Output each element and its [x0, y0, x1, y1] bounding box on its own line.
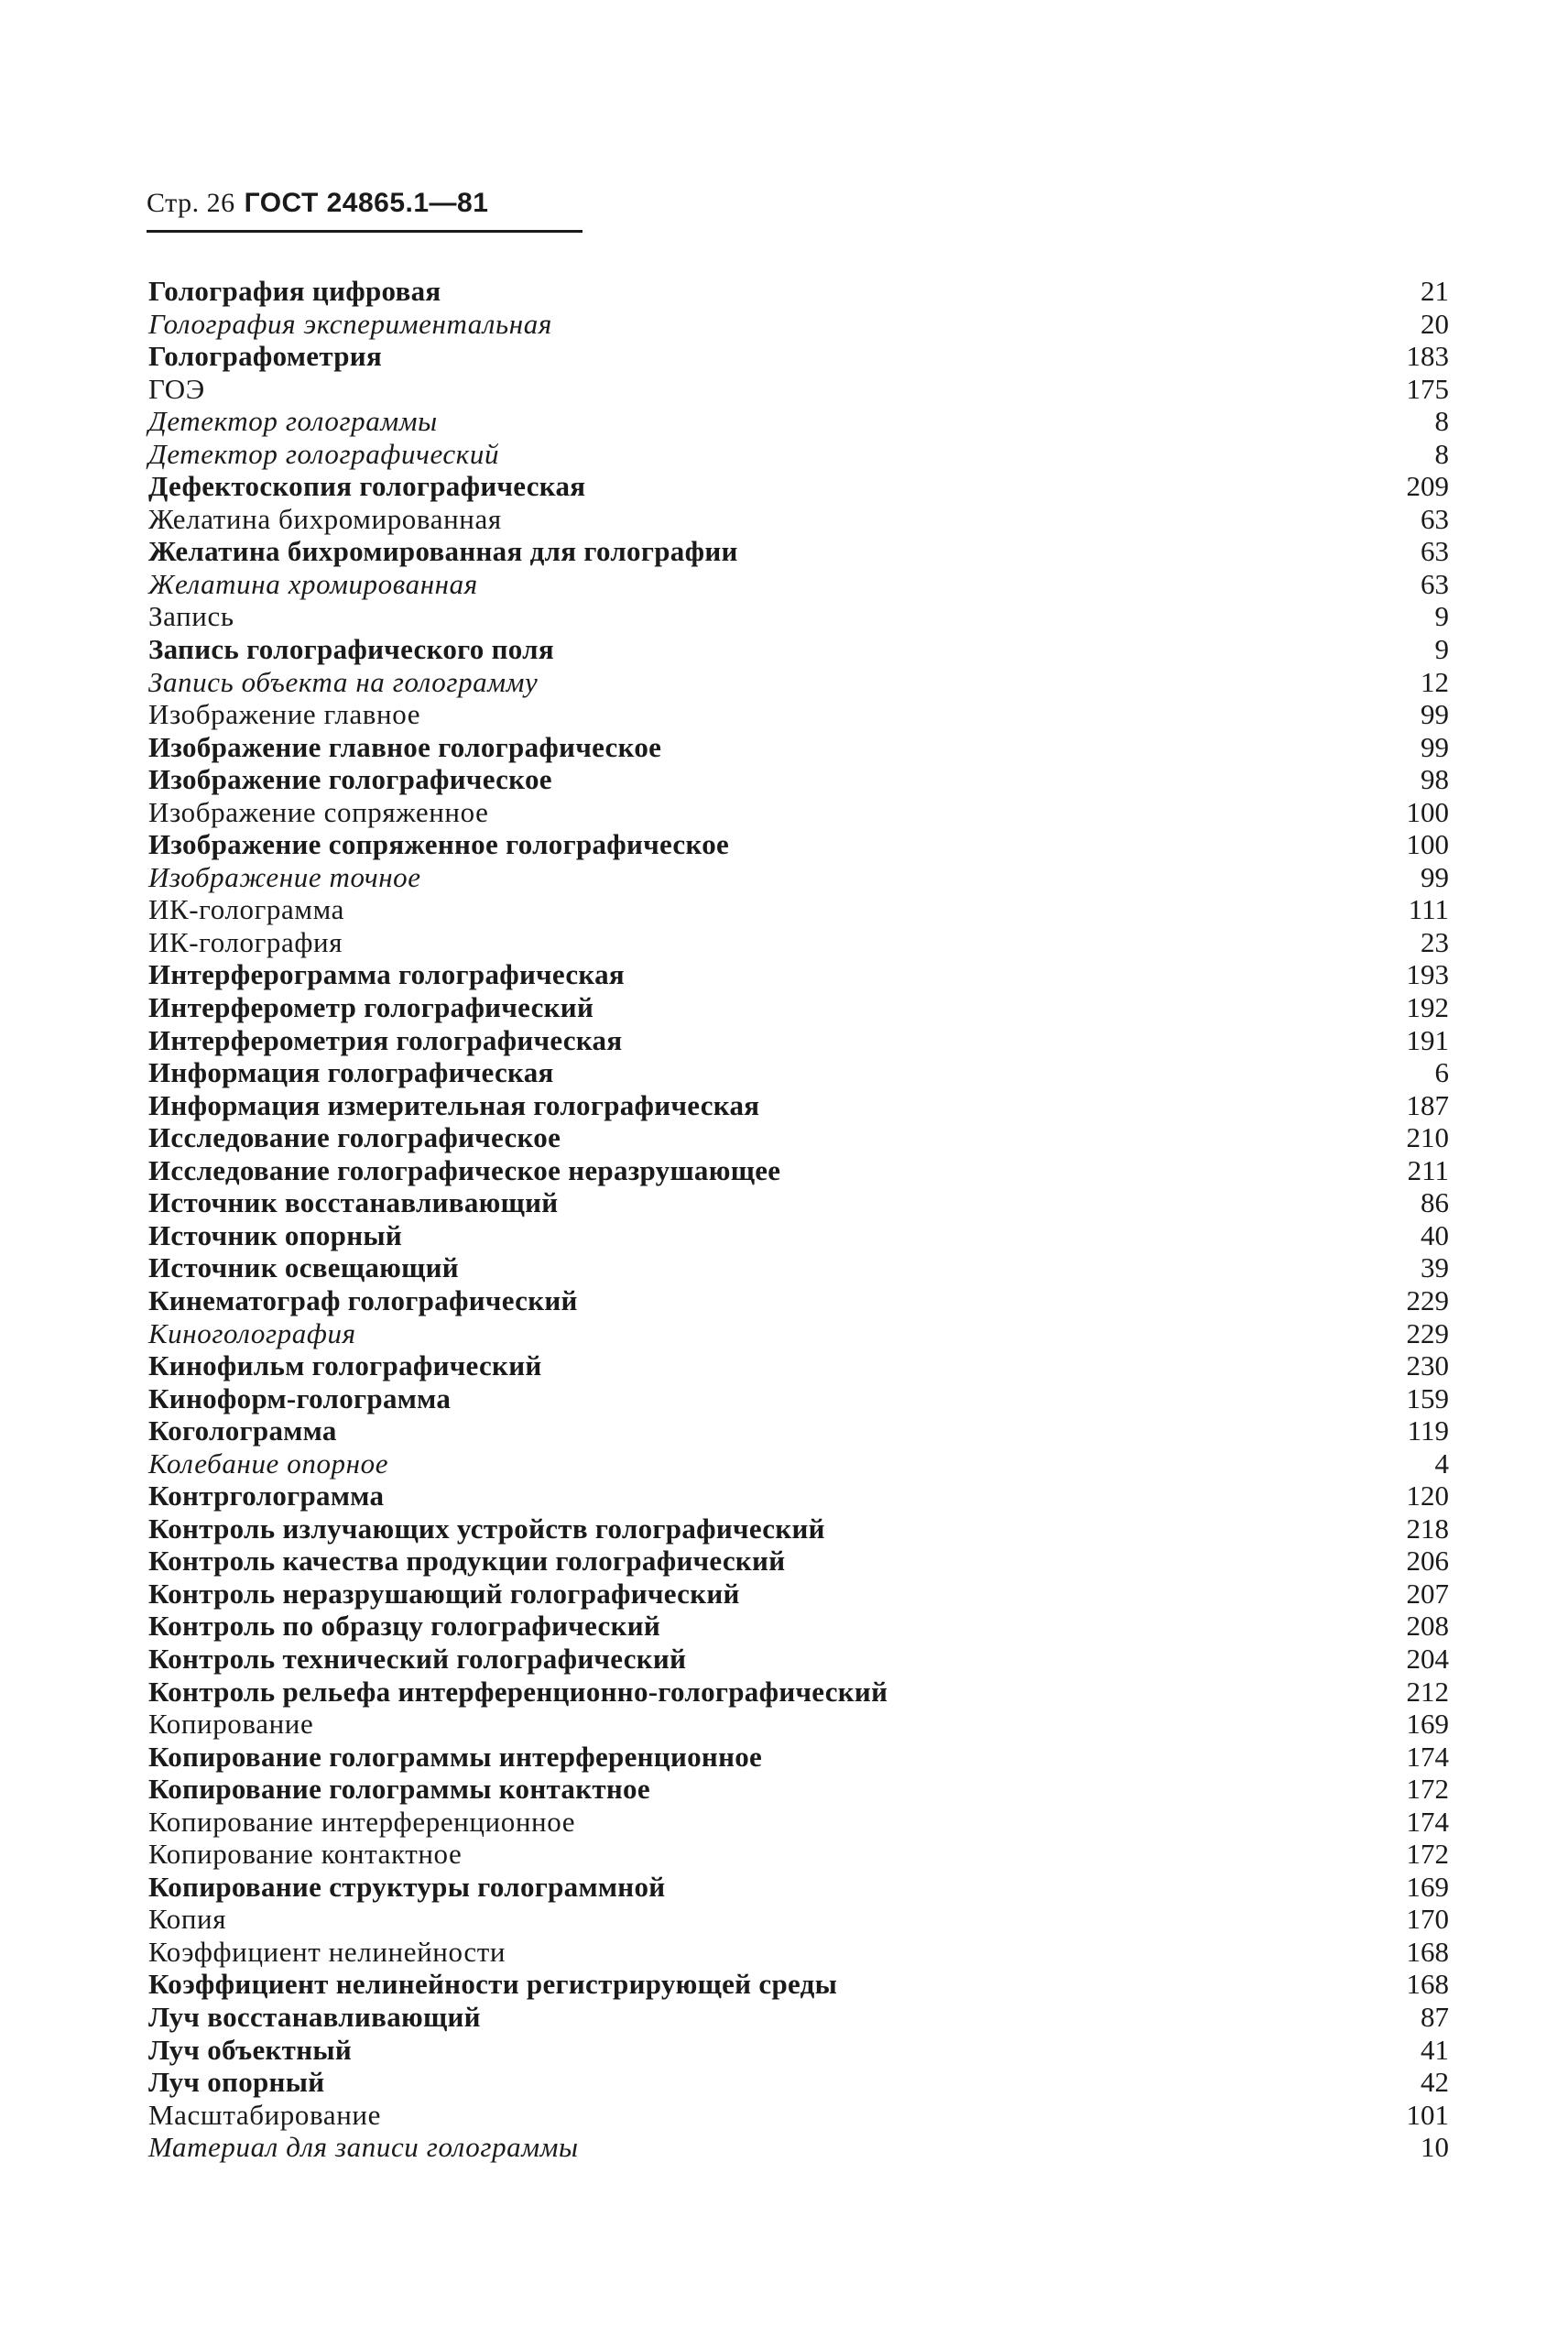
- index-entry: [148, 1480, 1449, 1512]
- index-page-number: 99: [1421, 698, 1449, 731]
- index-page-number: 206: [1406, 1545, 1449, 1578]
- index-term: Копирование контактное: [148, 1838, 463, 1871]
- index-page-number: 12: [1421, 665, 1449, 698]
- index-term: Источник восстанавливающий: [148, 1186, 559, 1219]
- index-term: Желатина бихромированная: [148, 502, 502, 535]
- index-entry: [148, 373, 1449, 406]
- index-term: Интерферометрия голографическая: [148, 1023, 623, 1056]
- index-entry: [148, 1903, 1449, 1936]
- index-term: Изображение точное: [148, 860, 421, 893]
- index-term: Желатина хромированная: [148, 567, 478, 600]
- index-entry: [148, 1643, 1449, 1676]
- index-entry: [148, 1089, 1449, 1122]
- index-term: Источник опорный: [148, 1218, 403, 1251]
- index-entry: [148, 438, 1449, 471]
- index-page-number: 63: [1421, 535, 1449, 568]
- index-page-number: 183: [1406, 340, 1449, 373]
- index-page-number: 101: [1406, 2098, 1449, 2131]
- index-page-number: 229: [1406, 1316, 1449, 1349]
- index-page-number: 111: [1408, 893, 1449, 926]
- index-entry: [148, 1578, 1449, 1611]
- index-entry: [148, 698, 1449, 731]
- index-page-number: 207: [1406, 1577, 1449, 1610]
- index-term: Запись объекта на голограмму: [148, 665, 539, 698]
- index-entry: [148, 1317, 1449, 1350]
- index-entry: [148, 1676, 1449, 1709]
- index-entry: [148, 763, 1449, 796]
- index-entry: [148, 991, 1449, 1024]
- index-page-number: 99: [1421, 860, 1449, 893]
- index-entry: [148, 1968, 1449, 2001]
- index-entry: [148, 2099, 1449, 2132]
- index-term: Изображение голографическое: [148, 763, 552, 796]
- index-page-number: 98: [1421, 763, 1449, 796]
- index-term: Голография цифровая: [148, 275, 441, 307]
- index-entry: [148, 2066, 1449, 2099]
- index-term: Копирование структуры голограммной: [148, 1870, 666, 1903]
- index-entry: [148, 926, 1449, 959]
- index-entry: [148, 470, 1449, 503]
- index-page-number: 87: [1421, 2000, 1449, 2033]
- index-term: Контроль рельефа интерференционно-голографический: [148, 1675, 888, 1708]
- index-entry: [148, 1154, 1449, 1187]
- index-entry: [148, 666, 1449, 699]
- index-entry: [148, 828, 1449, 861]
- index-page-number: 209: [1406, 470, 1449, 503]
- index-page-number: 172: [1406, 1773, 1449, 1806]
- index-page-number: 211: [1407, 1153, 1449, 1186]
- index-page-number: 21: [1421, 275, 1449, 307]
- index-page-number: 8: [1434, 437, 1449, 470]
- index-page-number: 208: [1406, 1610, 1449, 1643]
- index-entry: [148, 1610, 1449, 1643]
- index-term: Контроль по образцу голографический: [148, 1610, 661, 1643]
- term-index-list: [148, 275, 1449, 2164]
- index-page-number: 41: [1421, 2033, 1449, 2066]
- index-page-number: 230: [1406, 1349, 1449, 1382]
- index-page-number: 175: [1406, 372, 1449, 405]
- index-entry: [148, 861, 1449, 894]
- index-page-number: 63: [1421, 502, 1449, 535]
- standard-designation: ГОСТ 24865.1—81: [244, 188, 489, 218]
- index-page-number: 10: [1421, 2131, 1449, 2164]
- index-page-number: 4: [1434, 1447, 1449, 1480]
- index-page-number: 100: [1406, 795, 1449, 828]
- index-entry: [148, 503, 1449, 536]
- index-page-number: 210: [1406, 1121, 1449, 1154]
- index-term: Контроль неразрушающий голографический: [148, 1577, 740, 1610]
- index-entry: [148, 1447, 1449, 1480]
- index-page-number: 174: [1406, 1805, 1449, 1838]
- index-entry: [148, 405, 1449, 438]
- index-entry: [148, 1349, 1449, 1382]
- index-page-number: 168: [1406, 1968, 1449, 2001]
- index-entry: [148, 1382, 1449, 1415]
- index-term: Голографометрия: [148, 340, 383, 373]
- index-page-number: 168: [1406, 1935, 1449, 1968]
- index-term: Луч опорный: [148, 2066, 325, 2099]
- index-entry: [148, 1708, 1449, 1741]
- index-page-number: 192: [1406, 991, 1449, 1024]
- index-term: Луч объектный: [148, 2033, 353, 2066]
- index-page-number: 100: [1406, 828, 1449, 861]
- index-page-number: 212: [1406, 1675, 1449, 1708]
- index-term: Информация голографическая: [148, 1056, 554, 1089]
- index-page-number: 169: [1406, 1870, 1449, 1903]
- index-term: Контроль качества продукции голографический: [148, 1545, 786, 1578]
- index-entry: [148, 1806, 1449, 1839]
- index-entry: [148, 535, 1449, 568]
- index-entry: [148, 633, 1449, 666]
- index-entry: [148, 600, 1449, 633]
- index-term: Источник освещающий: [148, 1251, 459, 1284]
- index-entry: [148, 1024, 1449, 1057]
- index-term: Коэффициент нелинейности: [148, 1935, 506, 1968]
- index-term: Кинофильм голографический: [148, 1349, 542, 1382]
- index-term: Коголограмма: [148, 1414, 337, 1447]
- index-entry: [148, 1186, 1449, 1219]
- index-term: Желатина бихромированная для голографии: [148, 535, 738, 568]
- index-term: Интерферометр голографический: [148, 991, 594, 1024]
- index-page-number: 170: [1406, 1903, 1449, 1936]
- index-page-number: 40: [1421, 1218, 1449, 1251]
- index-term: Коэффициент нелинейности регистрирующей среды: [148, 1968, 838, 2001]
- index-entry: [148, 1741, 1449, 1774]
- index-entry: [148, 1838, 1449, 1871]
- index-entry: [148, 1414, 1449, 1447]
- index-entry: [148, 1936, 1449, 1969]
- index-page-number: 99: [1421, 730, 1449, 763]
- index-term: Киноголография: [148, 1316, 356, 1349]
- index-term: Информация измерительная голографическая: [148, 1088, 760, 1121]
- header-rule: [147, 230, 583, 233]
- index-page-number: 218: [1406, 1512, 1449, 1545]
- index-entry: [148, 2131, 1449, 2164]
- index-page-number: 229: [1406, 1283, 1449, 1316]
- page-header: [147, 188, 488, 219]
- index-term: ГОЭ: [148, 372, 205, 405]
- index-entry: [148, 1512, 1449, 1545]
- index-page-number: 20: [1421, 307, 1449, 340]
- index-page-number: 169: [1406, 1708, 1449, 1741]
- index-term: Детектор голограммы: [148, 405, 438, 438]
- index-entry: [148, 731, 1449, 764]
- index-term: Киноформ-голограмма: [148, 1381, 452, 1414]
- index-page-number: 187: [1406, 1088, 1449, 1121]
- index-term: Копирование голограммы интерференционное: [148, 1740, 763, 1773]
- index-term: Контроль технический голографический: [148, 1642, 687, 1675]
- index-term: Кинематограф голографический: [148, 1283, 578, 1316]
- index-entry: [148, 1121, 1449, 1154]
- index-page-number: 174: [1406, 1740, 1449, 1773]
- index-entry: [148, 1545, 1449, 1578]
- index-term: Исследование голографическое неразрушающее: [148, 1153, 781, 1186]
- index-entry: [148, 1219, 1449, 1252]
- index-term: Копирование интерференционное: [148, 1805, 576, 1838]
- index-page-number: 204: [1406, 1642, 1449, 1675]
- index-term: Изображение главное: [148, 698, 421, 731]
- index-term: Дефектоскопия голографическая: [148, 470, 586, 503]
- index-page-number: 159: [1406, 1381, 1449, 1414]
- index-entry: [148, 2034, 1449, 2067]
- index-entry: [148, 275, 1449, 308]
- index-entry: [148, 1871, 1449, 1904]
- index-term: Изображение главное голографическое: [148, 730, 662, 763]
- index-term: Контрголограмма: [148, 1480, 385, 1512]
- index-entry: [148, 1284, 1449, 1317]
- index-page-number: 119: [1407, 1414, 1449, 1447]
- index-page-number: 193: [1406, 958, 1449, 991]
- index-term: Колебание опорное: [148, 1447, 389, 1480]
- index-term: Луч восстанавливающий: [148, 2000, 481, 2033]
- index-page-number: 63: [1421, 567, 1449, 600]
- index-term: Интерферограмма голографическая: [148, 958, 625, 991]
- index-term: Копирование: [148, 1708, 314, 1741]
- index-term: Материал для записи голограммы: [148, 2131, 579, 2164]
- index-entry: [148, 568, 1449, 601]
- index-term: Масштабирование: [148, 2098, 381, 2131]
- index-term: ИК-голография: [148, 925, 343, 958]
- index-page-number: 9: [1434, 633, 1449, 666]
- index-page-number: 120: [1406, 1480, 1449, 1512]
- index-page-number: 9: [1434, 600, 1449, 633]
- index-page-number: 191: [1406, 1023, 1449, 1056]
- index-term: Запись голографического поля: [148, 633, 554, 666]
- index-term: Исследование голографическое: [148, 1121, 561, 1154]
- index-entry: [148, 1056, 1449, 1089]
- index-entry: [148, 796, 1449, 829]
- index-term: Запись: [148, 600, 234, 633]
- page-number-label: Стр. 26: [147, 188, 235, 218]
- index-page-number: 8: [1434, 405, 1449, 438]
- index-entry: [148, 958, 1449, 991]
- index-term: Контроль излучающих устройств голографический: [148, 1512, 825, 1545]
- index-entry: [148, 340, 1449, 373]
- index-page-number: 86: [1421, 1186, 1449, 1219]
- index-page-number: 172: [1406, 1838, 1449, 1871]
- index-entry: [148, 1773, 1449, 1806]
- index-term: Копирование голограммы контактное: [148, 1773, 650, 1806]
- index-page-number: 42: [1421, 2066, 1449, 2099]
- index-page-number: 23: [1421, 925, 1449, 958]
- index-term: Изображение сопряженное: [148, 795, 489, 828]
- index-entry: [148, 1251, 1449, 1284]
- index-term: Голография экспериментальная: [148, 307, 552, 340]
- index-term: Изображение сопряженное голографическое: [148, 828, 730, 861]
- index-entry: [148, 893, 1449, 926]
- index-term: Детектор голографический: [148, 437, 500, 470]
- index-page-number: 39: [1421, 1251, 1449, 1284]
- index-page-number: 6: [1434, 1056, 1449, 1089]
- index-entry: [148, 2001, 1449, 2034]
- index-term: ИК-голограмма: [148, 893, 344, 926]
- index-term: Копия: [148, 1903, 227, 1936]
- index-entry: [148, 308, 1449, 341]
